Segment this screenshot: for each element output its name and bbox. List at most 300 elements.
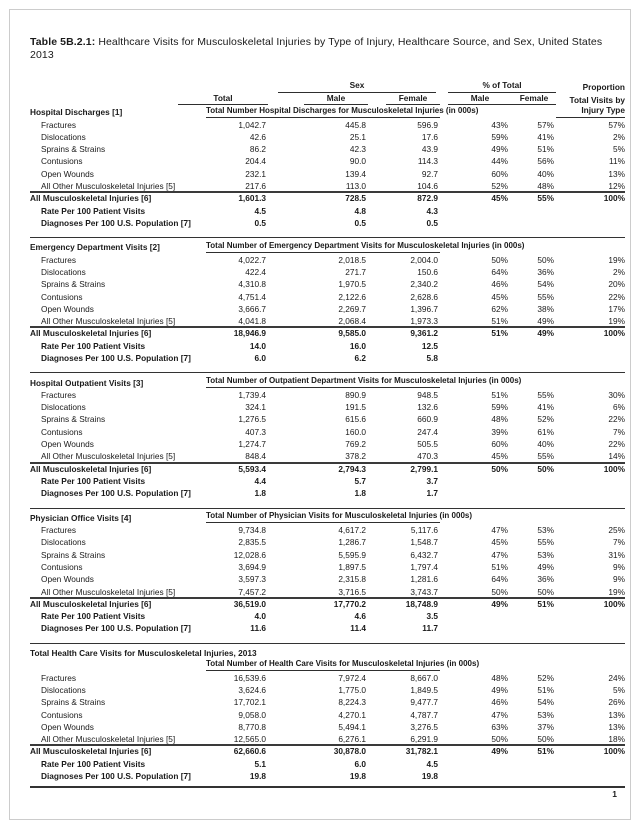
row-label: Fractures [41,672,77,683]
section-header-row [30,375,625,388]
table-sections [30,105,625,781]
cell-proportion: 5% [613,685,625,695]
cell-female: 1,973.3 [410,316,438,327]
cell-female: 660.9 [417,414,438,425]
row-label: Dislocations [41,685,86,695]
header-columns-row [30,93,625,106]
cell-male: 30,878.0 [333,746,366,757]
cell-proportion: 100% [603,463,625,474]
cell-proportion: 9% [613,561,625,572]
row-label: All Musculoskeletal Injuries [6] [30,193,152,204]
cell-pct-male: 64% [491,266,508,277]
column-group-sex: Sex [278,81,436,92]
cell-pct-female: 50% [537,254,554,265]
section-subheader: Total Number of Outpatient Department Visits for Musculoskeletal Injuries (in 000s) [206,377,440,388]
cell-male: 11.4 [350,623,366,634]
cell-total: 16,539.6 [233,672,266,683]
row-label: Sprains & Strains [41,414,106,425]
cell-pct-male: 49% [491,685,508,695]
cell-female: 4.5 [426,758,438,769]
row-label: All Other Musculoskeletal Injuries [5] [41,316,176,327]
cell-proportion: 100% [603,193,625,204]
cell-pct-male: 64% [491,574,508,585]
cell-total: 62,660.6 [233,746,266,757]
cell-proportion: 57% [608,119,625,130]
cell-male: 1.8 [354,488,366,499]
column-header-pct-female: Female [512,94,556,105]
cell-female: 12.5 [421,340,438,351]
cell-pct-female: 51% [537,746,554,757]
table-row [30,683,625,695]
cell-proportion: 11% [609,156,625,167]
cell-total: 4,022.7 [238,254,266,265]
cell-total: 1,739.4 [238,389,266,400]
table-row [30,535,625,547]
section-header-row [30,240,625,253]
cell-proportion: 22% [608,414,625,425]
row-label: Fractures [41,119,77,130]
row-label: Sprains & Strains [41,279,106,290]
cell-male: 2,315.8 [338,574,366,585]
table-section [30,372,625,498]
cell-female: 505.5 [417,439,438,450]
section-subheader: Total Number of Physician Visits for Musculoskeletal Injuries (in 000s) [206,512,440,523]
table-row [30,769,625,781]
table-row [30,621,625,633]
row-label: All Other Musculoskeletal Injuries [5] [41,734,176,745]
row-label: Contusions [41,709,83,720]
cell-total: 1,274.7 [238,439,266,450]
table-row [30,326,625,338]
cell-total: 3,597.3 [238,574,266,585]
row-label: Open Wounds [41,303,94,314]
cell-female: 247.4 [417,426,438,437]
cell-proportion: 19% [608,254,625,265]
table-section [30,237,625,363]
cell-total: 848.4 [245,451,266,462]
row-label: Diagnoses Per 100 U.S. Population [7] [41,623,191,634]
cell-male: 139.4 [345,168,366,179]
table-row [30,167,625,179]
cell-pct-female: 49% [537,316,554,327]
row-label: Contusions [41,426,83,437]
cell-female: 92.7 [421,168,438,179]
row-label: Diagnoses Per 100 U.S. Population [7] [41,488,191,499]
cell-total: 12,028.6 [233,549,266,560]
cell-pct-female: 41% [537,131,554,142]
cell-pct-male: 45% [491,537,508,548]
cell-female: 596.9 [417,119,438,130]
cell-proportion: 100% [603,328,625,339]
cell-total: 12,565.0 [233,734,266,745]
cell-female: 43.9 [421,144,438,155]
table-bottom-rule [30,786,625,788]
cell-male: 4.6 [354,611,366,622]
cell-male: 728.5 [345,193,366,204]
row-label: Fractures [41,525,77,536]
cell-pct-female: 52% [537,414,554,425]
cell-female: 114.3 [417,156,438,167]
cell-female: 6,291.9 [410,734,438,745]
cell-pct-male: 47% [491,549,508,560]
section-subheader: Total Number of Emergency Department Visits for Musculoskeletal Injuries (in 000s) [206,242,440,253]
table-row [30,449,625,461]
cell-pct-male: 49% [491,598,508,609]
cell-female: 17.6 [421,131,438,142]
cell-female: 5,117.6 [410,525,438,536]
cell-total: 3,694.9 [238,561,266,572]
cell-male: 0.5 [354,217,366,228]
cell-total: 19.8 [249,771,266,782]
cell-male: 42.3 [349,144,366,155]
table-row [30,253,625,265]
cell-male: 615.6 [345,414,366,425]
column-header-female: Female [386,94,440,105]
cell-female: 3,276.5 [410,721,438,732]
column-header-injury-type: Injury Type [556,106,625,117]
section-title: Total Health Care Visits for Musculoskeletal Injuries, 2013 [30,647,257,658]
table-row [30,560,625,572]
cell-female: 9,477.7 [410,697,438,708]
cell-total: 324.1 [245,402,266,413]
table-row [30,474,625,486]
cell-total: 1,042.7 [238,119,266,130]
section-subheader: Total Number of Health Care Visits for Musculoskeletal Injuries (in 000s) [206,660,440,671]
cell-pct-female: 49% [537,328,554,339]
cell-total: 1.8 [254,488,266,499]
cell-female: 872.9 [417,193,438,204]
cell-male: 890.9 [345,389,366,400]
cell-pct-male: 44% [491,156,508,167]
cell-total: 407.3 [245,426,266,437]
cell-total: 232.1 [245,168,266,179]
row-label: Sprains & Strains [41,144,106,155]
cell-pct-male: 51% [491,389,508,400]
table-row [30,302,625,314]
table-row [30,757,625,769]
cell-female: 3,743.7 [410,586,438,597]
cell-female: 2,628.6 [410,291,438,302]
cell-pct-female: 55% [537,291,554,302]
cell-male: 445.8 [345,119,366,130]
table-row [30,216,625,228]
cell-female: 2,004.0 [410,254,438,265]
table-section [30,105,625,228]
cell-total: 6.0 [254,353,266,364]
cell-pct-female: 51% [537,598,554,609]
section-header-row [30,105,625,118]
table-row [30,585,625,597]
cell-pct-male: 60% [491,439,508,450]
cell-pct-male: 51% [491,561,508,572]
cell-pct-female: 40% [537,168,554,179]
cell-female: 948.5 [417,389,438,400]
cell-female: 2,340.2 [410,279,438,290]
cell-total: 86.2 [249,144,266,155]
table-row [30,142,625,154]
table-row [30,486,625,498]
table-content [30,36,625,788]
cell-male: 1,775.0 [338,685,366,695]
cell-pct-female: 51% [537,144,554,155]
cell-proportion: 7% [613,537,625,548]
cell-female: 0.5 [426,217,438,228]
cell-male: 6,276.1 [338,734,366,745]
cell-pct-male: 59% [491,402,508,413]
cell-total: 11.6 [250,623,266,634]
table-row [30,597,625,609]
cell-male: 2,068.4 [338,316,366,327]
cell-total: 3,624.6 [238,685,266,695]
cell-male: 90.0 [349,156,366,167]
table-row [30,118,625,130]
cell-female: 4,787.7 [410,709,438,720]
cell-proportion: 6% [613,402,625,413]
cell-pct-male: 62% [491,303,508,314]
table-row [30,400,625,412]
table-row [30,708,625,720]
cell-pct-male: 48% [491,672,508,683]
cell-pct-female: 48% [537,181,554,191]
section-title: Emergency Department Visits [2] [30,242,160,253]
cell-pct-male: 49% [491,144,508,155]
cell-female: 1,797.4 [410,561,438,572]
cell-total: 4,310.8 [238,279,266,290]
cell-proportion: 19% [608,316,625,327]
row-label: Dislocations [41,266,86,277]
page-number: 1 [612,789,617,799]
table-row [30,523,625,535]
cell-pct-female: 36% [537,574,554,585]
table-row [30,314,625,326]
row-label: Fractures [41,254,77,265]
cell-female: 2,799.1 [410,463,438,474]
cell-pct-male: 45% [491,291,508,302]
row-label: Open Wounds [41,168,94,179]
cell-proportion: 100% [603,746,625,757]
cell-total: 9,058.0 [238,709,266,720]
row-label: All Other Musculoskeletal Injuries [5] [41,181,176,191]
cell-pct-female: 55% [537,389,554,400]
cell-female: 19.8 [421,771,438,782]
cell-pct-male: 48% [491,414,508,425]
table-row [30,412,625,424]
cell-pct-male: 45% [491,451,508,462]
cell-pct-male: 46% [491,697,508,708]
cell-male: 19.8 [349,771,366,782]
column-header-total-visits-by: Total Visits by [569,94,625,105]
cell-male: 7,972.4 [338,672,366,683]
cell-total: 4.4 [254,475,266,486]
cell-total: 14.0 [249,340,266,351]
cell-female: 18,748.9 [405,598,438,609]
table-row [30,462,625,474]
row-label: Dislocations [41,537,86,548]
cell-total: 204.4 [245,156,266,167]
cell-proportion: 9% [613,574,625,585]
table-section [30,508,625,634]
cell-pct-female: 51% [537,685,554,695]
column-header-total: Total [178,94,268,105]
cell-total: 4,751.4 [238,291,266,302]
cell-total: 4.5 [254,205,266,216]
table-row [30,732,625,744]
header-group-row [30,80,625,93]
cell-proportion: 22% [608,439,625,450]
cell-total: 1,276.5 [238,414,266,425]
cell-female: 150.6 [417,266,438,277]
cell-pct-male: 59% [491,131,508,142]
cell-male: 25.1 [349,131,366,142]
row-label: Contusions [41,156,83,167]
cell-female: 1,849.5 [410,685,438,695]
cell-proportion: 13% [608,709,625,720]
cell-pct-male: 51% [491,328,508,339]
cell-female: 1,548.7 [410,537,438,548]
cell-total: 0.5 [254,217,266,228]
cell-female: 1,281.6 [410,574,438,585]
section-title: Hospital Outpatient Visits [3] [30,377,144,388]
cell-proportion: 26% [608,697,625,708]
cell-pct-male: 45% [491,193,508,204]
cell-total: 5,593.4 [238,463,266,474]
cell-male: 5,494.1 [338,721,366,732]
cell-male: 6.0 [354,758,366,769]
cell-male: 160.0 [345,426,366,437]
cell-total: 4,041.8 [238,316,266,327]
row-label: Rate Per 100 Patient Visits [41,475,146,486]
cell-female: 4.3 [426,205,438,216]
cell-female: 1,396.7 [410,303,438,314]
cell-total: 5.1 [254,758,266,769]
cell-pct-male: 50% [491,463,508,474]
table-row [30,388,625,400]
column-header-male: Male [304,94,368,105]
cell-total: 4.0 [254,611,266,622]
cell-pct-male: 50% [491,254,508,265]
table-row [30,154,625,166]
section-label-row [30,646,625,659]
cell-female: 8,667.0 [410,672,438,683]
cell-male: 5,595.9 [338,549,366,560]
cell-proportion: 2% [613,266,625,277]
cell-male: 4,270.1 [338,709,366,720]
row-label: Rate Per 100 Patient Visits [41,340,146,351]
row-label: Dislocations [41,131,86,142]
cell-pct-female: 52% [537,672,554,683]
cell-pct-female: 37% [537,721,554,732]
table-row [30,744,625,756]
row-label: All Musculoskeletal Injuries [6] [30,746,152,757]
cell-pct-male: 50% [491,586,508,597]
cell-female: 3.5 [426,611,438,622]
cell-pct-female: 50% [537,586,554,597]
cell-pct-male: 47% [491,525,508,536]
cell-pct-female: 50% [537,463,554,474]
cell-male: 1,286.7 [338,537,366,548]
cell-male: 5.7 [354,475,366,486]
row-label: Open Wounds [41,574,94,585]
section-title: Physician Office Visits [4] [30,512,132,523]
table-title [30,36,625,62]
cell-total: 1,601.3 [238,193,266,204]
cell-male: 6.2 [354,353,366,364]
cell-pct-male: 63% [491,721,508,732]
cell-proportion: 5% [613,144,625,155]
table-row [30,277,625,289]
row-label: Diagnoses Per 100 U.S. Population [7] [41,771,191,782]
cell-proportion: 31% [608,549,625,560]
table-row [30,695,625,707]
cell-total: 17,702.1 [233,697,266,708]
table-number: Table 5B.2.1: [30,36,96,48]
section-subheader: Total Number Hospital Discharges for Musculoskeletal Injuries (in 000s) [206,107,440,118]
cell-total: 7,457.2 [238,586,266,597]
cell-total: 8,770.8 [238,721,266,732]
cell-female: 31,782.1 [405,746,438,757]
cell-female: 3.7 [426,475,438,486]
table-row [30,204,625,216]
cell-total: 9,734.8 [238,525,266,536]
cell-male: 2,018.5 [338,254,366,265]
row-label: Open Wounds [41,721,94,732]
cell-male: 1,970.5 [338,279,366,290]
cell-pct-female: 49% [537,561,554,572]
cell-proportion: 12% [608,181,625,191]
cell-proportion: 13% [608,168,625,179]
cell-pct-female: 36% [537,266,554,277]
table-row [30,179,625,191]
table-row [30,290,625,302]
cell-total: 217.6 [245,181,266,191]
table-row [30,671,625,683]
cell-pct-female: 38% [537,303,554,314]
cell-pct-female: 40% [537,439,554,450]
cell-female: 5.8 [426,353,438,364]
cell-proportion: 19% [608,586,625,597]
cell-male: 271.7 [345,266,366,277]
row-label: Diagnoses Per 100 U.S. Population [7] [41,353,191,364]
table-row [30,130,625,142]
section-title: Hospital Discharges [1] [30,107,123,118]
cell-pct-male: 49% [491,746,508,757]
cell-proportion: 18% [608,734,625,745]
column-header-proportion: Proportion [582,82,625,93]
cell-proportion: 24% [608,672,625,683]
cell-proportion: 100% [603,598,625,609]
cell-pct-female: 55% [537,451,554,462]
cell-pct-female: 50% [537,734,554,745]
row-label: Rate Per 100 Patient Visits [41,758,146,769]
cell-pct-female: 54% [537,279,554,290]
cell-female: 132.6 [417,402,438,413]
cell-pct-male: 43% [491,119,508,130]
table-title-text: Healthcare Visits for Musculoskeletal Injuries by Type of Injury, Healthcare Source, and Sex, United States 2013 [30,36,603,61]
cell-male: 2,794.3 [338,463,366,474]
row-label: Dislocations [41,402,86,413]
row-label: Open Wounds [41,439,94,450]
row-label: Contusions [41,291,83,302]
cell-male: 769.2 [345,439,366,450]
cell-male: 16.0 [349,340,366,351]
cell-female: 9,361.2 [410,328,438,339]
row-label: All Musculoskeletal Injuries [6] [30,598,152,609]
cell-pct-female: 55% [537,193,554,204]
cell-pct-male: 52% [491,181,508,191]
cell-male: 8,224.3 [338,697,366,708]
table-section [30,643,625,782]
table-row [30,339,625,351]
